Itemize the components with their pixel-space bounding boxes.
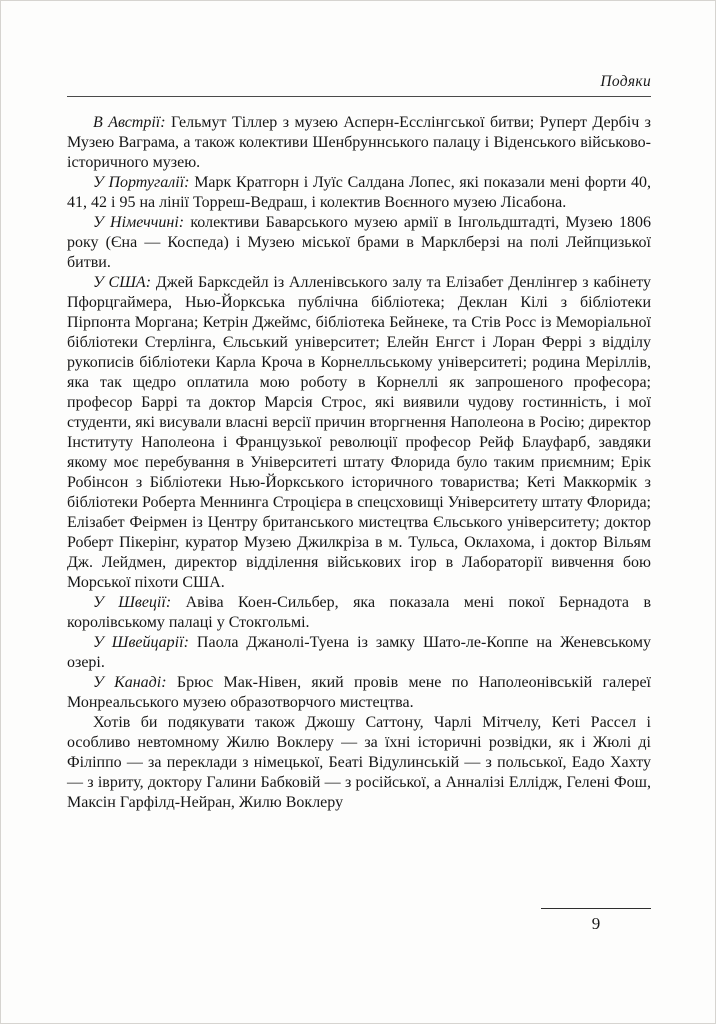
footer-rule (541, 908, 651, 909)
paragraph-lead: В Австрії: (93, 114, 172, 131)
paragraph-text: Марк Кратгорн і Луїс Салдана Лопес, які показали мені форти 40, 41, 42 і 95 на лінії Торреш-Ведраш, і колектив Воєнного музею Лісабона. (67, 174, 652, 211)
paragraph (67, 173, 651, 213)
paragraph (67, 593, 651, 633)
header-rule (67, 96, 651, 97)
paragraph-text: Хотів би подякувати також Джошу Саттону, Чарлі Мітчелу, Кеті Рассел і особливо невтомному Жилю Воклеру — за їхні історичні розвідки, як і Жюлі ді Філіппо — за переклади з німецької, Беаті Відулинській — з польської, Еадо Хахту — з івриту, доктору Галини Бабковій — з російської, а Анналізі Еллідж, Гелені Фош, Максін Гарфілд-Нейран, Жилю Воклеру (67, 714, 651, 811)
paragraph-text: колективи Баварського музею армії в Інгольдштадті, Музею 1806 року (Єна — Коспеда) і Музею міської брами в Марклберзі на полі Лейпцизької битви. (67, 214, 651, 271)
paragraph (67, 273, 651, 593)
page-number: 9 (591, 914, 601, 933)
acknowledgments-text (67, 113, 651, 813)
paragraph-text: Авіва Коен-Сильбер, яка показала мені покої Бернадота в королівському палаці у Стокгольмі. (67, 594, 652, 631)
paragraph (67, 213, 651, 273)
paragraph-lead: У Швейцарії: (93, 634, 197, 651)
paragraph-lead: У Португалії: (93, 174, 195, 191)
paragraph-text: Джей Барксдейл із Алленівського залу та Елізабет Денлінгер з кабінету Пфорцгаймера, Нью-Йоркська публічна бібліотека; Деклан Кілі з бібліотеки Пірпонта Моргана; Кетрін Джеймс, бібліотека Бейнеке, та Стів Росс із Меморіальної бібліотеки Стерлінга, Єльський університет; Елейн Енгст і Лоран Феррі з відділу рукописів бібліотеки Карла Кроча в Корнелльському університеті; родина Меріллів, яка так щедро оплатила мою роботу в Корнеллі як запрошеного професора; професор Баррі та доктор Марсія Строс, які виявили чудову гостинність, і мої студенти, які висували власні версії причин вторгнення Наполеона в Росію; директор Інституту Наполеона і Французької революції професор Рейф Блауфарб, завдяки якому моє перебування в Університеті штату Флорида було таким приємним; Ерік Робінсон з Бібліотеки Нью-Йоркського історичного товариства; Кеті Маккормік з бібліотеки Роберта Меннинга Строцієра в спецсховищі Університету штату Флорида; Елізабет Феірмен із Центру британського мистецтва Єльського університету; доктор Роберт Пікерінг, куратор Музею Джилкріза в м. Тульса, Оклахома, і доктор Вільям Дж. Лейдмен, директор відділення військових ігор в Лабораторії вивчення бою Морської піхоти США. (67, 274, 651, 591)
paragraph (67, 673, 651, 713)
paragraph (67, 113, 651, 173)
running-header: Подяки (600, 73, 651, 90)
paragraph-text: Гельмут Тіллер з музею Асперн-Есслінгської битви; Руперт Дербіч з Музею Ваграма, а також колективи Шенбруннського палацу і Віденського військово-історичного музею. (67, 114, 651, 171)
paragraph-text: Паола Джанолі-Туена із замку Шато-ле-Коппе на Женевському озері. (67, 634, 651, 671)
paragraph-lead: У США: (93, 274, 156, 291)
paragraph (67, 633, 651, 673)
paragraph-lead: У Швеції: (93, 594, 186, 611)
paragraph-lead: У Канаді: (93, 674, 177, 691)
paragraph-lead: У Німеччині: (93, 214, 191, 231)
paragraph-text: Брюс Мак-Нівен, який провів мене по Наполеонівській галереї Монреальського музею образотворчого мистецтва. (67, 674, 652, 711)
paragraph (67, 713, 651, 813)
